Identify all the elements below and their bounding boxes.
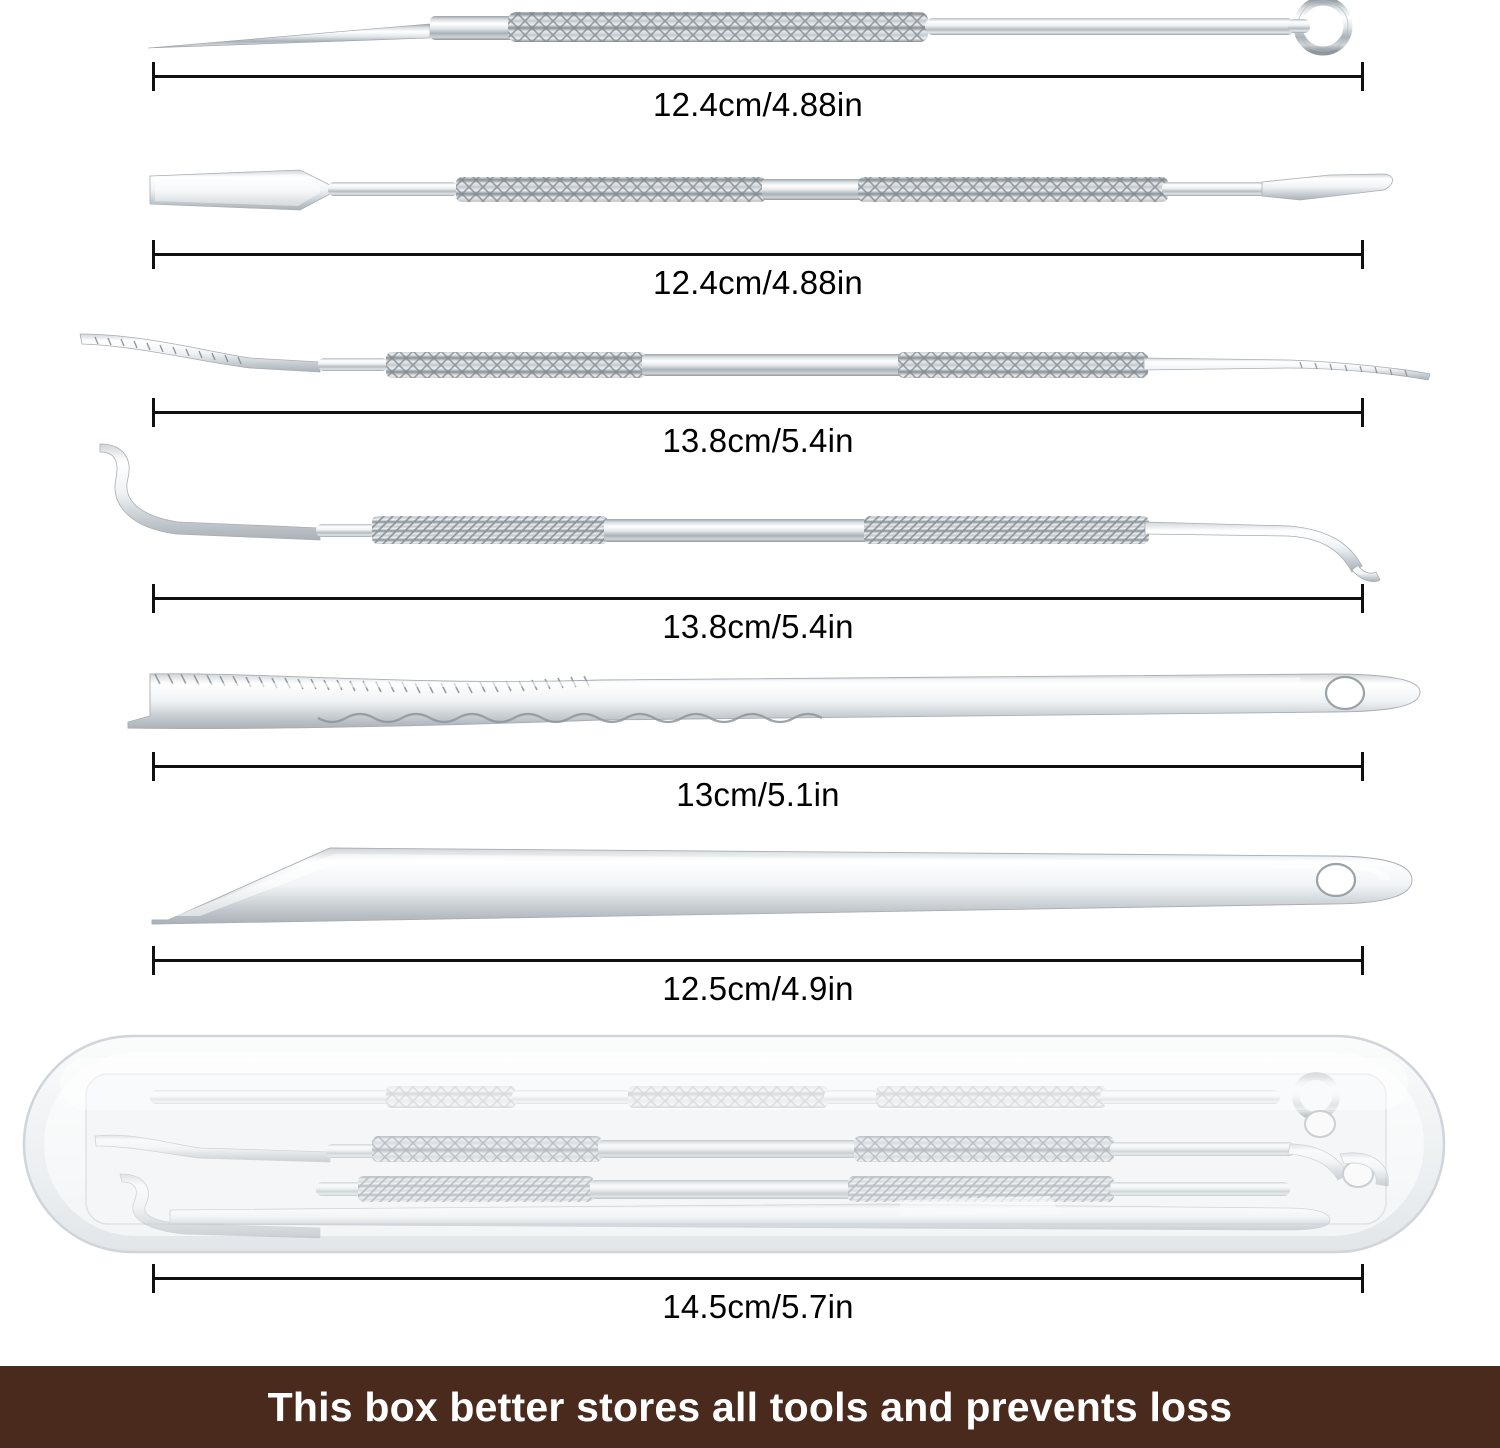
dimension-bar xyxy=(152,1277,1364,1280)
dimension-bar xyxy=(152,411,1364,414)
dimension-bar xyxy=(152,253,1364,256)
dimension-label: 13cm/5.1in xyxy=(676,776,840,813)
tool-image-serrated-double-ended-file xyxy=(0,316,1500,398)
dimension-angled-flat-blade xyxy=(152,946,1364,1007)
dimension-bar xyxy=(152,597,1364,600)
dimension-bar xyxy=(152,75,1364,78)
tool-image-cuticle-pusher-scraper xyxy=(0,152,1500,232)
tool-image-angled-flat-blade xyxy=(0,828,1500,928)
dimension-label: 12.4cm/4.88in xyxy=(653,264,863,301)
dimension-cuticle-pusher-scraper xyxy=(152,240,1364,301)
tool-image-double-ended-probe-loop xyxy=(0,0,1500,66)
dimension-label: 13.8cm/5.4in xyxy=(662,422,854,459)
bottom-banner xyxy=(0,1366,1500,1448)
tool-image-storage-box xyxy=(0,1024,1500,1264)
dimension-label: 14.5cm/5.7in xyxy=(662,1288,854,1325)
tool-image-serrated-flat-blade xyxy=(0,650,1500,740)
dimension-bar xyxy=(152,959,1364,962)
banner-text: This box better stores all tools and prevents loss xyxy=(267,1383,1233,1430)
dimension-double-ended-probe-loop xyxy=(152,62,1364,123)
dimension-label: 13.8cm/5.4in xyxy=(662,608,854,645)
dimension-label: 12.4cm/4.88in xyxy=(653,86,863,123)
dimension-curved-double-ended-hook xyxy=(152,584,1364,645)
dimension-serrated-flat-blade xyxy=(152,752,1364,813)
dimension-bar xyxy=(152,765,1364,768)
dimension-storage-box xyxy=(152,1264,1364,1325)
dimension-label: 12.5cm/4.9in xyxy=(662,970,854,1007)
tool-image-curved-double-ended-hook xyxy=(0,432,1500,592)
